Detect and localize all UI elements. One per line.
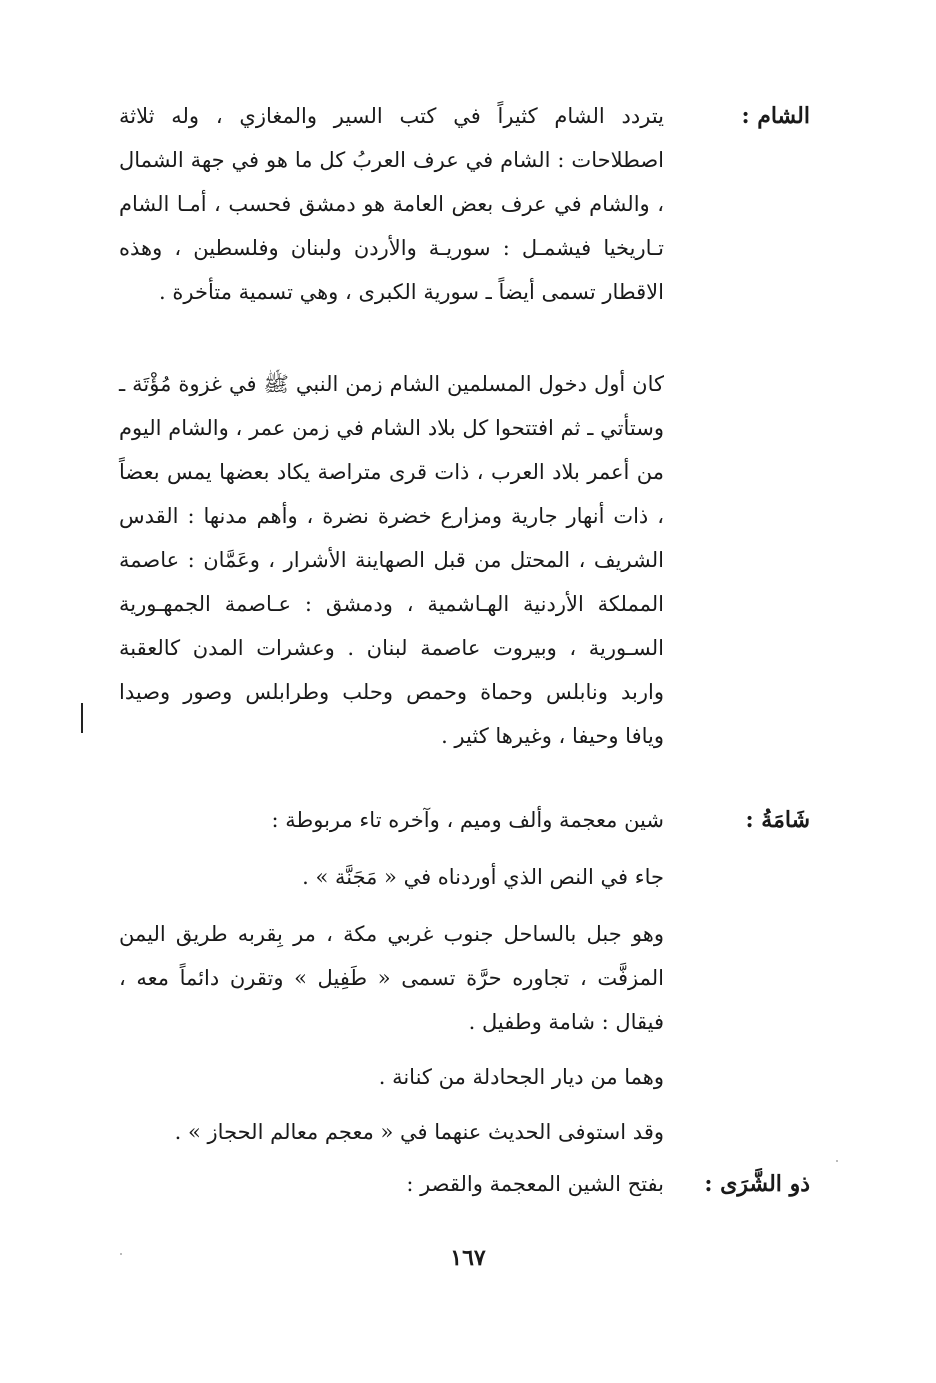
headword-dhu-al-shara: ذو الشَّرَى :: [704, 1171, 810, 1197]
entry-shama-paragraph-4: وهما من ديار الجحادلة من كنانة .: [378, 1065, 664, 1089]
entry-shama-paragraph-1: شين معجمة وألف وميم ، وآخره تاء مربوطة :: [271, 808, 664, 832]
margin-mark: [81, 703, 83, 733]
headword-shama: شَامَةُ :: [745, 807, 810, 833]
scan-speck: [836, 1160, 838, 1162]
entry-sham-paragraph-1: يتردد الشام كثيراً في كتب السير والمغازي ، وله ثلاثة اصطلاحات : الشام في عرف العربُ كل ما هو في جهة الشمال ، والشام في عرف بعض العامة هو دمشق فحسب ، أمـا الشام تـاريخيا فيشمـل : سوريـة والأردن ولبنان وفلسطين ، وهذه الاقطار تسمى أيضاً ـ سورية الكبرى ، وهي تسمية متأخرة .: [119, 104, 664, 304]
headword-sham: الشام :: [741, 103, 810, 129]
page-number: ١٦٧: [450, 1245, 486, 1271]
scan-speck: [120, 1253, 122, 1255]
entry-dhu-al-shara-paragraph-1: بفتح الشين المعجمة والقصر :: [406, 1172, 664, 1196]
entry-sham-paragraph-2: كان أول دخول المسلمين الشام زمن النبي ﷺ في غزوة مُؤْتَة ـ وستأتي ـ ثم افتتحوا كل بلاد الشام في زمن عمر ، والشام اليوم من أعمر بلاد العرب ، ذات قرى متراصة يكاد بعضها يمس بعضاً ، ذات أنهار جارية ومزارع خضرة نضرة ، وأهم مدنها : القدس الشريف ، المحتل من قبل الصهاينة الأشرار ، وعَمَّان : عاصمة المملكة الأردنية الهـاشمية ، ودمشق : عـاصمة الجمهـورية السـورية ، وبيروت عاصمة لبنان . وعشرات المدن كالعقبة واربد ونابلس وحماة وحمص وحلب وطرابلس وصور وصيدا ويافا وحيفا ، وغيرها كثير .: [119, 372, 664, 748]
entry-shama-paragraph-3: وهو جبل بالساحل جنوب غربي مكة ، مر بِقربه طريق اليمن المزفَّت ، تجاوره حرَّة تسمى « طَفِيل » وتقرن دائماً معه ، فيقال : شامة وطفيل .: [119, 922, 664, 1034]
entry-shama-paragraph-2: جاء في النص الذي أوردناه في « مَجَنَّة » .: [302, 865, 664, 889]
entry-shama-paragraph-5: وقد استوفى الحديث عنهما في « معجم معالم الحجاز » .: [174, 1120, 664, 1144]
